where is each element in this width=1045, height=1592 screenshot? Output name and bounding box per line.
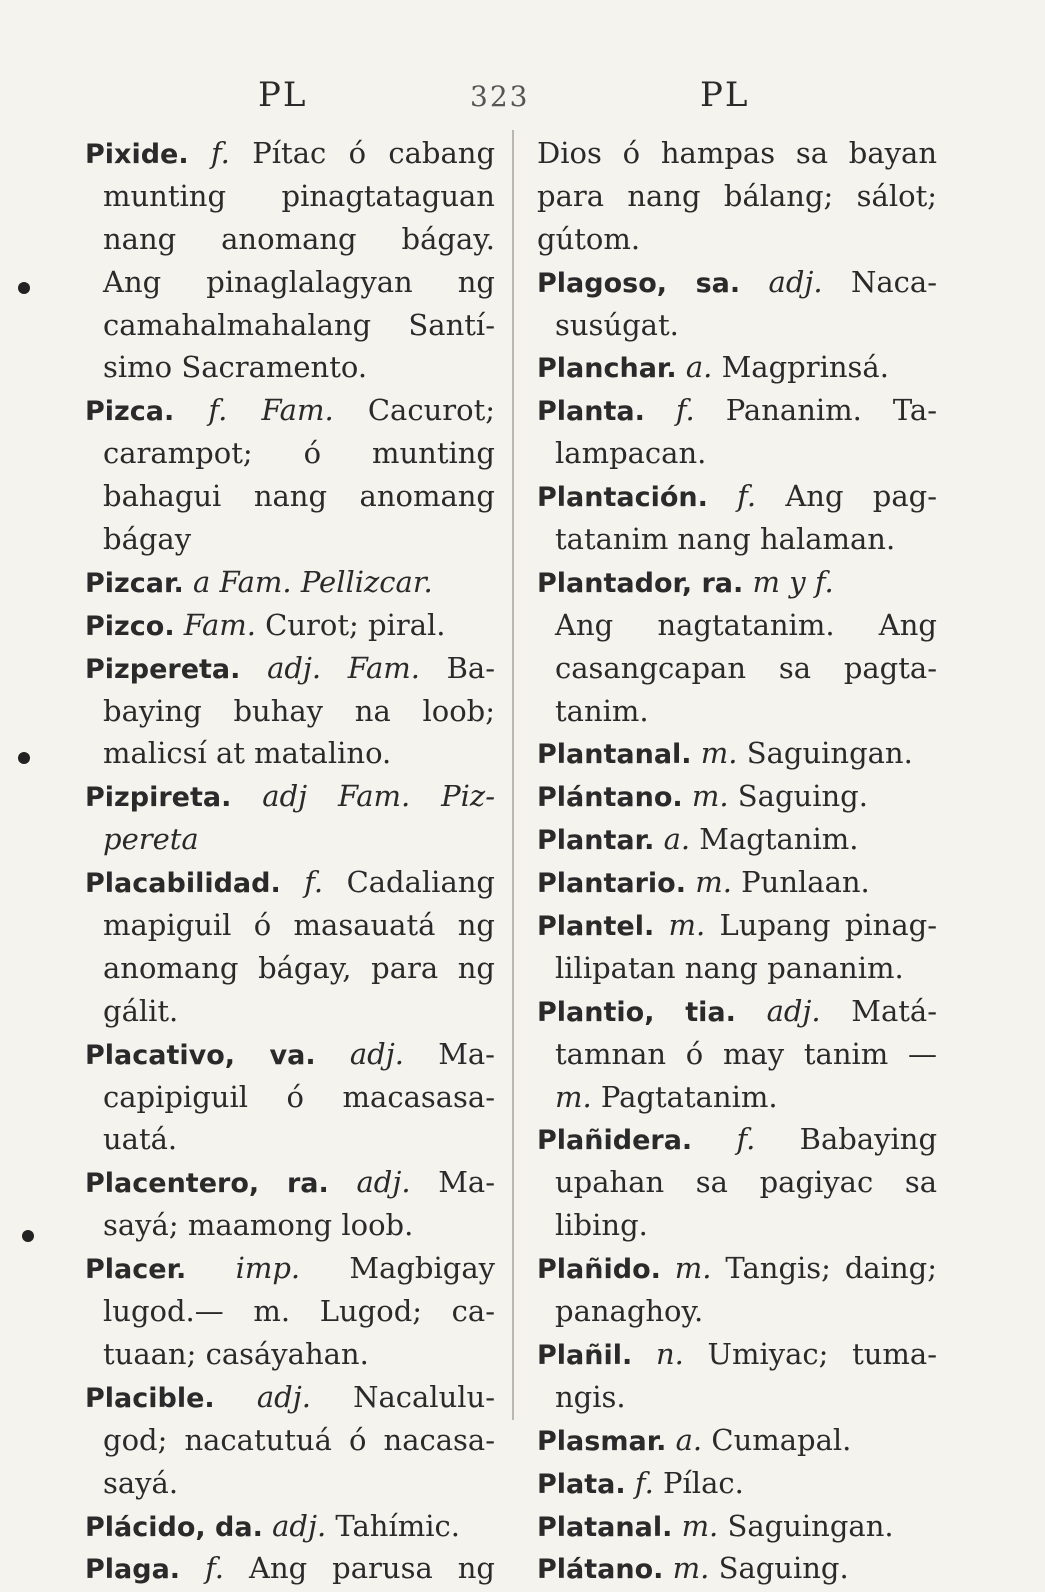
headword: Plantario. (537, 868, 686, 900)
headword: Placer. (85, 1254, 187, 1286)
definition-text: Ma- (410, 1165, 495, 1200)
definition-text: gálit. (103, 993, 179, 1028)
definition-text: Saguing. (709, 1551, 849, 1586)
grammar-abbreviation: Fam. (183, 607, 256, 642)
entry-line (537, 561, 937, 604)
definition-text: anomang bágay, para ng (103, 950, 495, 985)
entry-continuation-line (537, 1076, 937, 1119)
grammar-abbreviation: m y f. (752, 564, 834, 599)
definition-text: lilipatan nang pananim. (555, 950, 904, 985)
definition-text: Saguing. (728, 779, 868, 814)
entry-continuation-line (85, 732, 495, 775)
entry-continuation-line (85, 1076, 495, 1119)
headword: Plañidera. (537, 1125, 693, 1157)
entry-line (537, 732, 937, 775)
entry-line (537, 1333, 937, 1376)
entry-continuation-line (85, 432, 495, 475)
definition-text: mapiguil ó masauatá ng (103, 908, 495, 943)
entry-line (85, 1505, 495, 1548)
definition-text: capipiguil ó macasasa- (103, 1079, 495, 1114)
definition-text: simo Sacramento. (103, 350, 368, 385)
definition-text: Ang pag- (756, 479, 938, 514)
entry-continuation-line (537, 690, 937, 733)
definition-text: ngis. (555, 1379, 626, 1414)
grammar-abbreviation: a Fam. Pellizcar. (192, 564, 433, 599)
entry-continuation-line (85, 1290, 495, 1333)
headword: Plañido. (537, 1254, 661, 1286)
headword: Plántano. (537, 782, 683, 814)
entry-line (537, 475, 937, 518)
entry-continuation-line (85, 990, 495, 1033)
grammar-abbreviation: m. (691, 779, 729, 814)
definition-text: Ang nagtatanim. Ang (555, 607, 937, 642)
definition-text: Ang parusa ng (224, 1551, 495, 1586)
margin-ink-mark (18, 282, 30, 294)
entry-continuation-line (85, 304, 495, 347)
entry-continuation-line (537, 1161, 937, 1204)
definition-text: Tahímic. (326, 1508, 460, 1543)
headword: Placible. (85, 1382, 215, 1414)
grammar-abbreviation: adj. (256, 1379, 311, 1414)
headword: Pizcar. (85, 567, 184, 599)
entry-continuation-line (537, 218, 937, 261)
definition-text: Cadaliang (323, 865, 495, 900)
definition-text: Dios ó hampas sa bayan (537, 136, 937, 170)
entry-continuation-line (537, 1376, 937, 1419)
definition-text: sayá. (103, 1465, 179, 1500)
grammar-abbreviation: imp. (235, 1251, 301, 1286)
definition-text: Pananim. Ta- (694, 393, 937, 428)
entry-line (537, 904, 937, 947)
grammar-abbreviation: m. (674, 1251, 712, 1286)
definition-text: panaghoy. (555, 1294, 704, 1329)
headword: Pizpereta. (85, 653, 241, 685)
entry-continuation-line (85, 904, 495, 947)
definition-text: god; nacatutuá ó nacasa- (103, 1422, 495, 1457)
headword: Planta. (537, 396, 645, 428)
entry-continuation-line (85, 475, 495, 518)
headword: Plantación. (537, 482, 708, 514)
definition-text: para nang bálang; sálot; (537, 178, 937, 213)
definition-text: sayá; maamong loob. (103, 1208, 414, 1243)
definition-text: carampot; ó munting (103, 436, 495, 471)
definition-text: casangcapan sa pagta- (555, 650, 937, 685)
entry-continuation-line (85, 1333, 495, 1376)
entry-line (537, 261, 937, 304)
headword: Pizco. (85, 610, 175, 642)
grammar-abbreviation: f. Fam. (208, 393, 334, 428)
grammar-abbreviation: adj. (356, 1165, 411, 1200)
definition-text: Magtanim. (690, 822, 859, 857)
entry-continuation-line (537, 1204, 937, 1247)
grammar-abbreviation: m. (668, 908, 706, 943)
entry-line (85, 1547, 495, 1590)
entry-continuation-line (537, 132, 937, 175)
entry-line (85, 1247, 495, 1290)
headword: Platanal. (537, 1511, 673, 1543)
headword: Plantio, tia. (537, 996, 736, 1028)
entry-line (537, 1462, 937, 1505)
entry-continuation-line (85, 1462, 495, 1505)
entry-line (85, 1161, 495, 1204)
entry-line (537, 1505, 937, 1548)
entry-continuation-line (537, 1033, 937, 1076)
entry-continuation-line (537, 604, 937, 647)
entry-line (537, 990, 937, 1033)
definition-text: camahalmahalang Santí- (103, 307, 495, 342)
entry-line (537, 1419, 937, 1462)
definition-text: Nacalulu- (310, 1379, 495, 1414)
definition-text: munting pinagtataguan (103, 178, 495, 213)
headword: Plañil. (537, 1339, 633, 1371)
grammar-abbreviation: f. (634, 1465, 654, 1500)
entry-line (85, 561, 495, 604)
grammar-abbreviation: n. (655, 1336, 684, 1371)
entry-line (85, 1033, 495, 1076)
running-head-right: PL (700, 75, 750, 115)
definition-text: Saguingan. (718, 1508, 894, 1543)
margin-ink-mark (22, 1230, 34, 1242)
definition-text: lampacan. (555, 436, 707, 471)
column-divider (512, 130, 514, 1420)
definition-text: tuaan; casáyahan. (103, 1336, 369, 1371)
grammar-abbreviation: a. (663, 822, 691, 857)
entry-continuation-line (85, 261, 495, 304)
entry-line (537, 1118, 937, 1161)
grammar-abbreviation: f. (737, 479, 757, 514)
grammar-abbreviation: f. (210, 136, 230, 170)
grammar-abbreviation: adj. (768, 264, 823, 299)
entry-line (85, 775, 495, 818)
headword: Plantar. (537, 825, 655, 857)
definition-text: Magbigay (300, 1251, 495, 1286)
grammar-abbreviation: adj. Fam. (267, 650, 420, 685)
entry-line (537, 346, 937, 389)
page-number: 323 (470, 80, 530, 113)
definition-text: Pagtatanim. (591, 1079, 778, 1114)
entry-continuation-line (537, 1290, 937, 1333)
definition-text: baying buhay na loob; (103, 693, 495, 728)
definition-text: tanim. (555, 693, 649, 728)
entry-continuation-line (85, 518, 495, 561)
headword: Plata. (537, 1468, 626, 1500)
entry-line (85, 1376, 495, 1419)
entry-line (537, 775, 937, 818)
definition-text: Lupang pinag- (705, 908, 938, 943)
definition-text: Pílac. (653, 1465, 744, 1500)
definition-text: Saguingan. (737, 736, 913, 771)
definition-text: bahagui nang anomang (103, 479, 495, 514)
headword: Pizpireta. (85, 782, 232, 814)
definition-text: upahan sa pagiyac sa (555, 1165, 937, 1200)
entry-continuation-line (537, 647, 937, 690)
headword: Plátano. (537, 1554, 664, 1586)
definition-text: Ba- (419, 650, 495, 685)
running-head-left: PL (258, 75, 308, 115)
grammar-abbreviation: f. (736, 1122, 756, 1157)
headword: Placentero, ra. (85, 1168, 329, 1200)
headword: Placabilidad. (85, 868, 281, 900)
grammar-abbreviation: m. (695, 865, 732, 900)
grammar-abbreviation: a. (685, 350, 713, 385)
headword: Plantanal. (537, 739, 692, 771)
entry-line (85, 132, 495, 175)
definition-text: Pítac ó cabang (229, 136, 496, 170)
definition-text: nang anomang bágay. (103, 221, 495, 256)
grammar-abbreviation: f. (675, 393, 695, 428)
entry-line (537, 1247, 937, 1290)
entry-line (85, 647, 495, 690)
grammar-abbreviation: f. (205, 1551, 224, 1586)
grammar-abbreviation: adj. (272, 1508, 327, 1543)
entry-line (537, 1547, 937, 1590)
definition-text: Naca- (822, 264, 937, 299)
headword: Planchar. (537, 353, 677, 385)
grammar-abbreviation: m. (672, 1551, 710, 1586)
headword: Placativo, va. (85, 1039, 316, 1071)
definition-text: Babaying (755, 1122, 938, 1157)
definition-text: Umiyac; tuma- (683, 1336, 937, 1371)
entry-line (537, 861, 937, 904)
definition-text: gútom. (537, 221, 641, 256)
definition-text: Curot; piral. (255, 607, 446, 642)
grammar-abbreviation: m. (681, 1508, 719, 1543)
grammar-abbreviation: adj Fam. Piz- (262, 779, 495, 814)
definition-text: Cumapal. (702, 1422, 852, 1457)
definition-text: Ma- (403, 1036, 495, 1071)
entry-continuation-line (85, 1204, 495, 1247)
headword: Plácido, da. (85, 1511, 263, 1543)
entry-continuation-line (85, 175, 495, 218)
headword: Plantador, ra. (537, 567, 744, 599)
entry-continuation-line (537, 175, 937, 218)
entry-line (537, 818, 937, 861)
headword: Pizca. (85, 396, 175, 428)
definition-text: Ang pinaglalagyan ng (103, 264, 495, 299)
definition-text: bágay (103, 522, 192, 557)
grammar-abbreviation: f. (304, 865, 324, 900)
entry-continuation-line (537, 947, 937, 990)
entry-continuation-line (537, 518, 937, 561)
entry-continuation-line (85, 1118, 495, 1161)
definition-text: Matá- (820, 993, 938, 1028)
entry-continuation-line (85, 818, 495, 861)
definition-text: Tangis; daing; (711, 1251, 937, 1286)
entry-continuation-line (85, 218, 495, 261)
headword: Plagoso, sa. (537, 267, 741, 299)
grammar-abbreviation: m. (700, 736, 738, 771)
grammar-abbreviation: adj. (349, 1036, 404, 1071)
grammar-abbreviation: m. (555, 1079, 592, 1114)
entry-line (85, 604, 495, 647)
definition-text: Punlaan. (731, 865, 870, 900)
grammar-abbreviation: a. (675, 1422, 703, 1457)
entry-line (85, 389, 495, 432)
definition-text: malicsí at matalino. (103, 736, 392, 771)
margin-ink-mark (18, 752, 30, 764)
definition-text: uatá. (103, 1122, 178, 1157)
entry-continuation-line (85, 947, 495, 990)
headword: Plasmar. (537, 1425, 667, 1457)
definition-text: tatanim nang halaman. (555, 522, 896, 557)
entry-continuation-line (85, 346, 495, 389)
definition-text: tamnan ó may tanim — (555, 1036, 937, 1071)
entry-line (85, 861, 495, 904)
definition-text: susúgat. (555, 307, 679, 342)
entry-line (537, 389, 937, 432)
definition-text: Magprinsá. (712, 350, 889, 385)
definition-text: Cacurot; (333, 393, 495, 428)
headword: Plantel. (537, 911, 655, 943)
definition-text: libing. (555, 1208, 648, 1243)
entry-continuation-line (537, 304, 937, 347)
entry-continuation-line (537, 432, 937, 475)
definition-text: lugod.— m. Lugod; ca- (103, 1294, 495, 1329)
grammar-abbreviation: adj. (766, 993, 821, 1028)
left-column (85, 132, 495, 1590)
headword: Plaga. (85, 1554, 181, 1586)
entry-continuation-line (85, 690, 495, 733)
right-column (537, 132, 937, 1590)
headword: Pixide. (85, 139, 189, 170)
entry-continuation-line (85, 1419, 495, 1462)
grammar-abbreviation: pereta (103, 822, 199, 857)
